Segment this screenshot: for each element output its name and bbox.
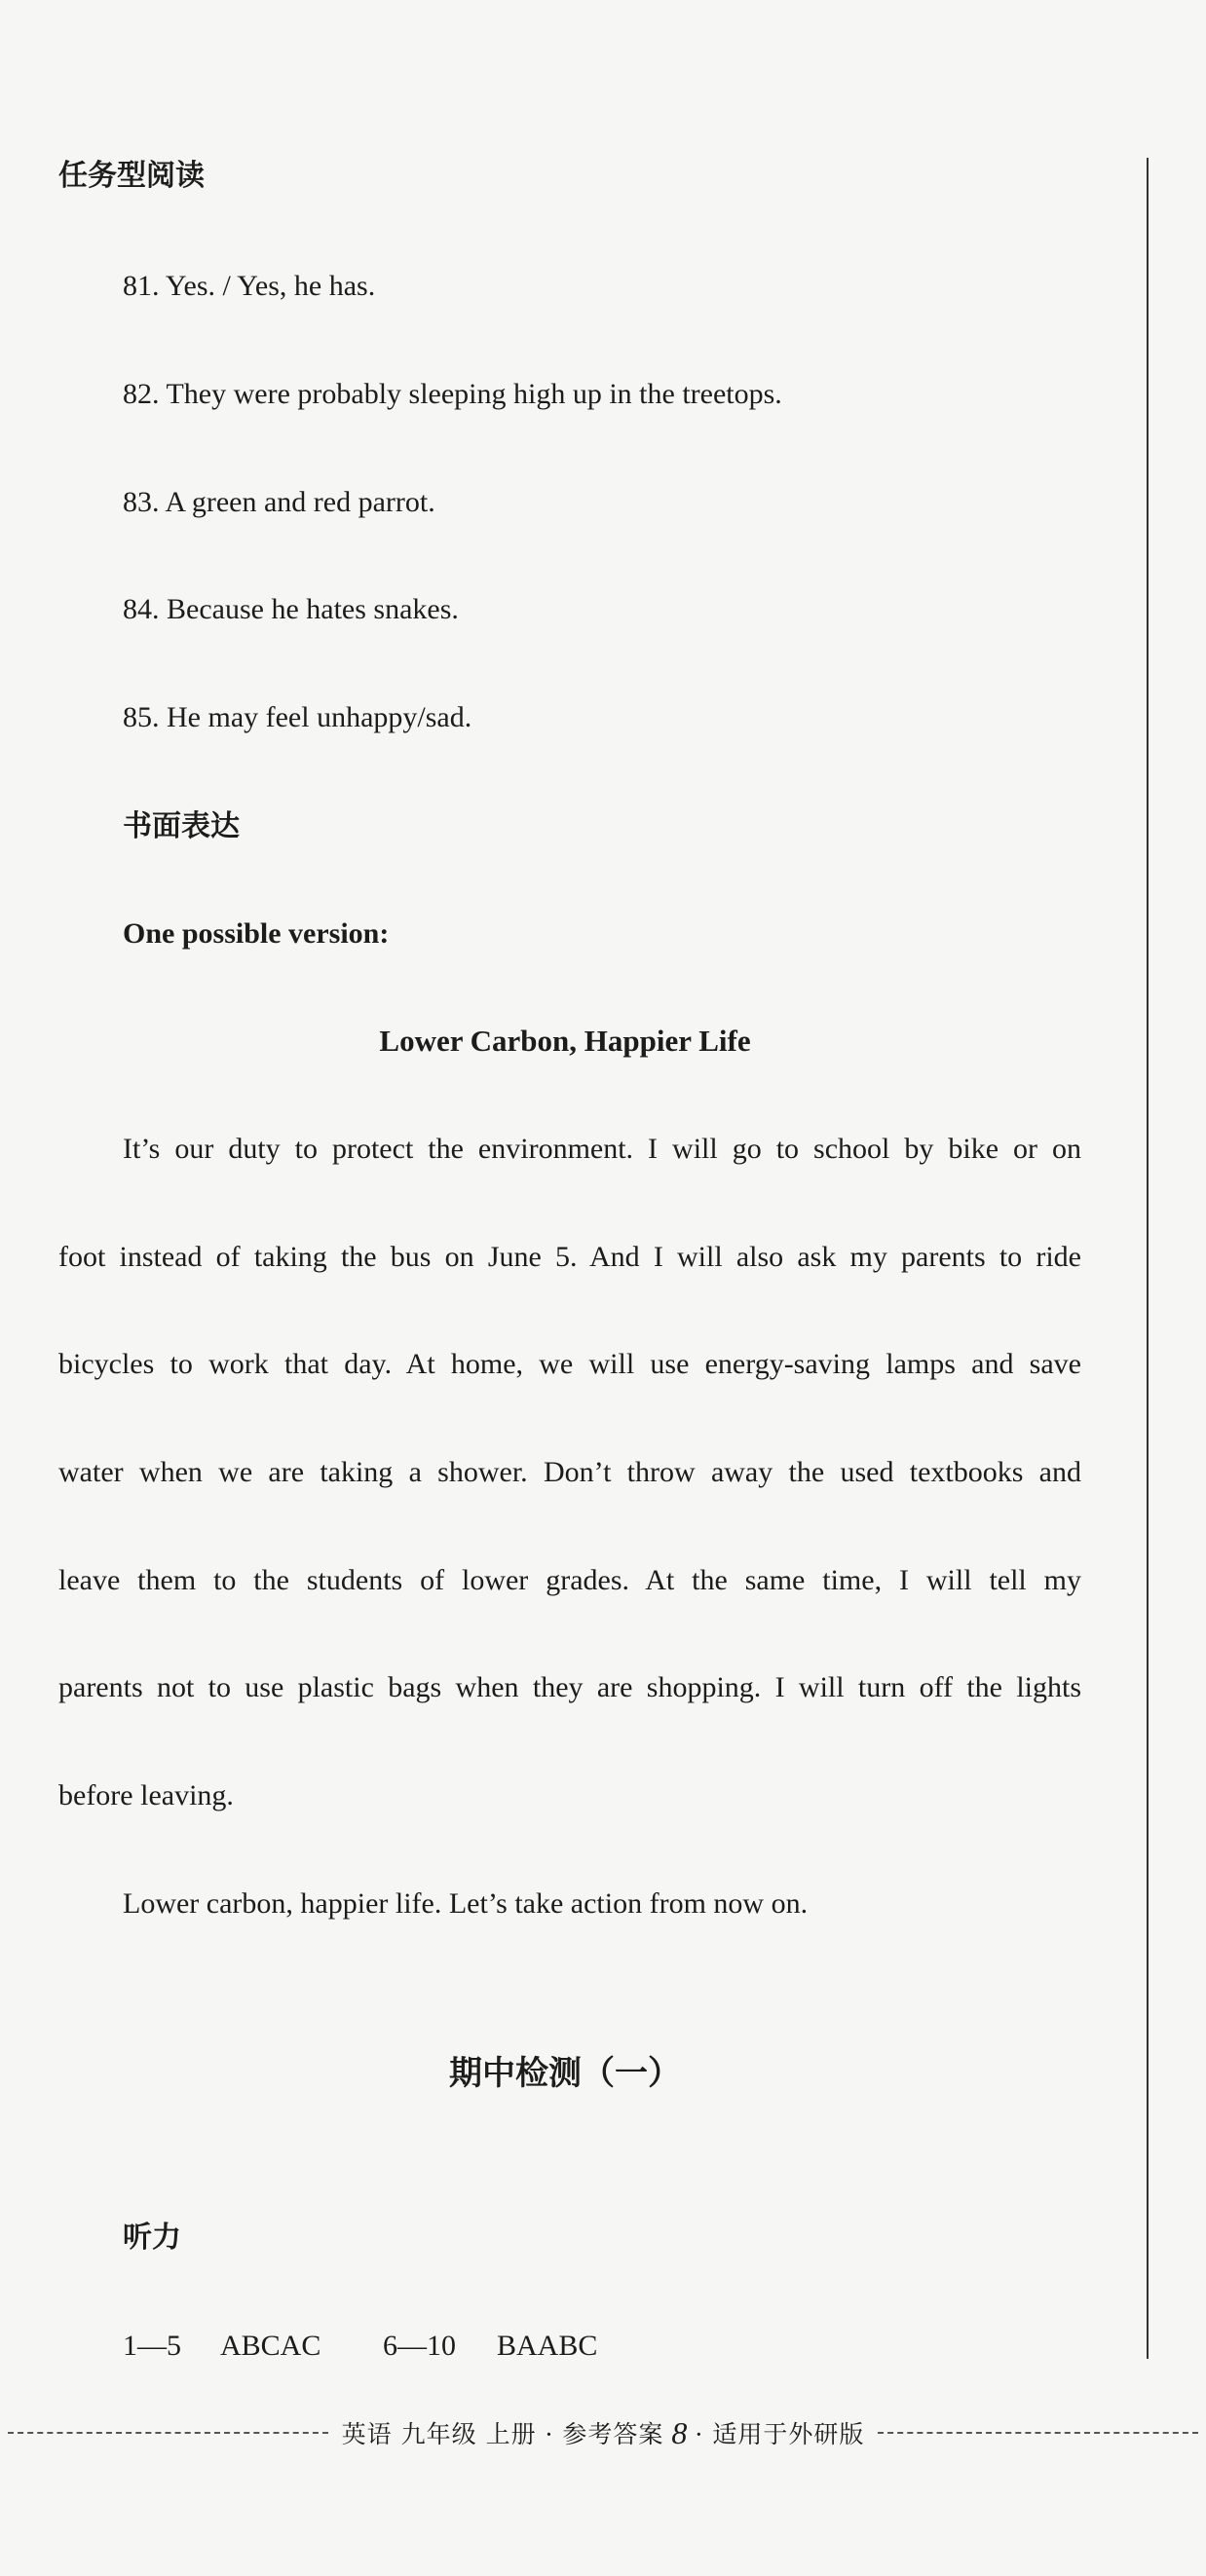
footer-dashed-rule-right <box>878 2432 1198 2434</box>
footer-left-text: 英语 九年级 上册 · 参考答案 <box>341 2420 664 2448</box>
listening-group-1-answers: ABCAC <box>220 2330 321 2362</box>
footer-dashed-rule-left <box>8 2432 328 2434</box>
section-heading-listening: 听力 <box>123 2221 181 2255</box>
section-heading-writing: 书面表达 <box>123 809 240 843</box>
essay-line-1: It’s our duty to protect the environment. I will go to school by bike or on <box>123 1133 1081 1165</box>
answer-84: 84. Because he hates snakes. <box>123 593 459 625</box>
essay-title: Lower Carbon, Happier Life <box>379 1024 751 1058</box>
listening-group-2-answers: BAABC <box>497 2330 598 2362</box>
answer-83: 83. A green and red parrot. <box>123 486 435 518</box>
footer-page-number: 8 <box>671 2414 688 2450</box>
margin-rule <box>1147 158 1149 2359</box>
section-heading-task-reading: 任务型阅读 <box>58 159 205 193</box>
listening-group-1-range: 1—5 <box>123 2330 181 2362</box>
answer-82: 82. They were probably sleeping high up in the treetops. <box>123 378 782 410</box>
version-label: One possible version: <box>123 917 390 950</box>
essay-line-5: leave them to the students of lower grades. At the same time, I will tell my <box>58 1564 1081 1596</box>
essay-line-3: bicycles to work that day. At home, we will use energy-saving lamps and save <box>58 1348 1081 1380</box>
essay-line-8: Lower carbon, happier life. Let’s take action from now on. <box>123 1887 809 1920</box>
answer-81: 81. Yes. / Yes, he has. <box>123 270 376 302</box>
footer-right-text: · 适用于外研版 <box>695 2420 865 2448</box>
essay-line-2: foot instead of taking the bus on June 5. And I will also ask my parents to ride <box>58 1241 1081 1273</box>
essay-line-6: parents not to use plastic bags when they are shopping. I will turn off the lights <box>58 1671 1081 1703</box>
essay-line-4: water when we are taking a shower. Don’t throw away the used textbooks and <box>58 1456 1081 1488</box>
exam-title: 期中检测（一） <box>449 2054 681 2093</box>
listening-group-2-range: 6—10 <box>383 2330 456 2362</box>
answer-85: 85. He may feel unhappy/sad. <box>123 701 472 733</box>
page-footer <box>0 2413 1206 2452</box>
essay-line-7: before leaving. <box>58 1779 234 1811</box>
